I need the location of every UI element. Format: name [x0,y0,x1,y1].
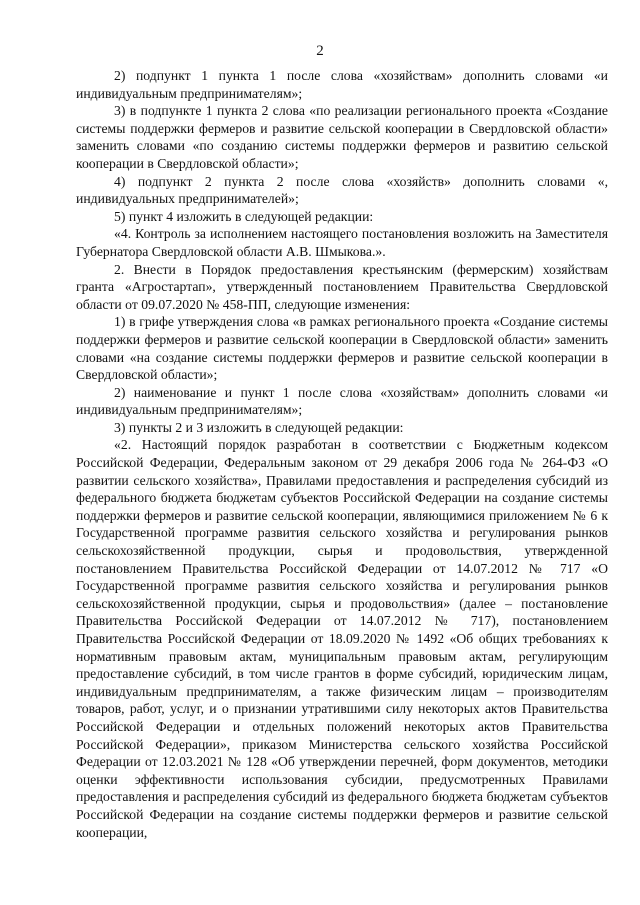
paragraph: «4. Контроль за исполнением настоящего постановления возложить на Заместителя Губернатора Свердловской области А.В. Шмыкова.». [76,226,608,259]
document-body [76,67,608,841]
page-number: 2 [316,43,324,59]
paragraph: 3) в подпункте 1 пункта 2 слова «по реализации регионального проекта «Создание системы поддержки фермеров и развитие сельской кооперации в Свердловской области» заменить словами «по созданию системы поддержки фермеров и развитию сельской кооперации в Свердловской области»; [76,103,608,171]
paragraph: «2. Настоящий порядок разработан в соответствии с Бюджетным кодексом Российской Федерации, Федеральным законом от 29 декабря 2006 года № 264-ФЗ «О развитии сельского хозяйства», Правилами предоставления и распределения субсидий из федерального бюджета бюджетам субъектов Российской Федерации на создание системы поддержки фермеров и развитие сельской кооперации, являющимися приложением № 6 к Государственной программе развития сельского хозяйства и регулирования рынков сельскохозяйственной продукции, сырья и продовольствия, утвержденной постановлением Правительства Российской Федерации от 14.07.2012 № 717 «О Государственной программе развития сельского хозяйства и регулирования рынков сельскохозяйственной продукции, сырья и продовольствия» (далее – постановление Правительства Российской Федерации от 14.07.2012 № 717), постановлением Правительства Российской Федерации от 18.09.2020 № 1492 «Об общих требованиях к нормативным правовым актам, муниципальным правовым актам, регулирующим предоставление субсидий, в том числе грантов в форме субсидий, юридическим лицам, индивидуальным предпринимателям, а также физическим лицам – производителям товаров, работ, услуг, и о признании утратившими силу некоторых актов Правительства Российской Федерации и отдельных положений некоторых актов Правительства Российской Федерации», приказом Министерства сельского хозяйства Российской Федерации от 12.03.2021 № 128 «Об утверждении перечней, форм документов, методики оценки эффективности использования субсидии, предусмотренных Правилами предоставления и распределения субсидий из федерального бюджета бюджетам субъектов Российской Федерации на создание системы поддержки фермеров и развитие сельской кооперации, [76,437,608,840]
paragraph: 2. Внести в Порядок предоставления крестьянским (фермерским) хозяйствам гранта «Агростартап», утвержденный постановлением Правительства Свердловской области от 09.07.2020 № 458-ПП, следующие изменения: [76,261,608,312]
paragraph: 5) пункт 4 изложить в следующей редакции: [114,208,374,224]
paragraph: 2) наименование и пункт 1 после слова «хозяйствам» дополнить словами «и индивидуальным предпринимателям»; [76,384,608,418]
paragraph: 2) подпункт 1 пункта 1 после слова «хозяйствам» дополнить словами «и индивидуальным предпринимателям»; [76,68,608,101]
paragraph: 3) пункты 2 и 3 изложить в следующей редакции: [114,419,404,435]
paragraph: 4) подпункт 2 пункта 2 после слова «хозяйств» дополнить словами «, индивидуальных предпринимателей»; [76,173,608,207]
paragraph: 1) в грифе утверждения слова «в рамках регионального проекта «Создание системы поддержки фермеров и развитие сельской кооперации в Свердловской области» заменить словами «на создание системы поддержки фермеров и развитие сельской кооперации в Свердловской области»; [76,314,608,383]
